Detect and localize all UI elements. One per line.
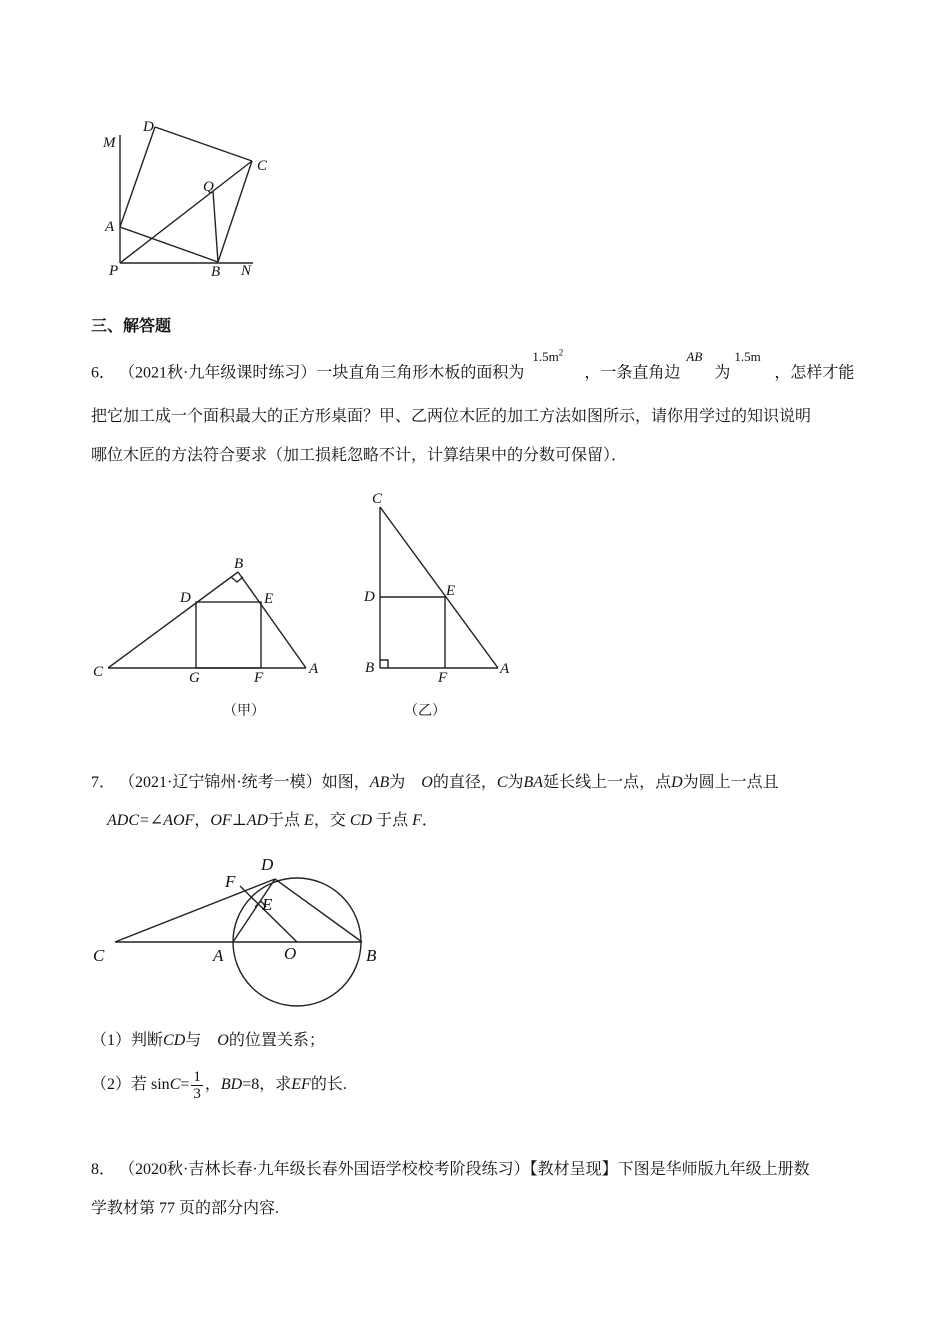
- q7-text-d: 为: [507, 774, 524, 791]
- q7-text-f: 为圆上一点且: [682, 774, 779, 791]
- question-8-line2: 学教材第 77 页的部分内容.: [91, 1200, 280, 1217]
- q7-text-b: 为: [389, 774, 406, 791]
- label-F: F: [254, 670, 264, 686]
- q6-number: 6．: [91, 364, 116, 382]
- label-F: F: [225, 872, 236, 891]
- q7-perp: OF⊥AD: [210, 812, 269, 829]
- figure-circle: [85, 850, 395, 1035]
- q7-text-a: 如图，: [321, 774, 370, 791]
- label-C: C: [257, 158, 268, 174]
- figure-square-abcd: [95, 110, 285, 285]
- label-A: A: [105, 219, 115, 235]
- q7-source: （2021·辽宁锦州·统考一模）: [119, 774, 322, 791]
- q6-text-c: 为: [714, 364, 731, 382]
- section-heading: 三、解答题: [91, 318, 172, 335]
- label-F: F: [438, 670, 448, 686]
- label-B: B: [234, 556, 244, 572]
- label-D: D: [261, 855, 274, 874]
- q6-area: 1.5m2: [532, 348, 564, 365]
- question-6-line2: 把它加工成一个面积最大的正方形桌面？甲、乙两位木匠的加工方法如图所示，请你用学过的知识说明: [91, 408, 812, 425]
- label-D: D: [180, 590, 191, 606]
- figure-jia: [88, 552, 328, 722]
- caption-yi: （乙）: [404, 704, 446, 719]
- fraction-one-third: $\frac{1}{3}$: [193, 1068, 201, 1102]
- label-G: G: [189, 670, 200, 686]
- label-A: A: [309, 661, 319, 677]
- caption-jia: （甲）: [223, 704, 265, 719]
- label-B: B: [366, 946, 377, 965]
- label-Q: Q: [203, 179, 214, 195]
- label-E: E: [446, 583, 456, 599]
- label-A: A: [213, 946, 224, 965]
- label-M: M: [103, 135, 116, 151]
- q7-d: D: [671, 774, 683, 791]
- question-7-part2: （2）若 sinC= $\frac{1}{3}$ ，BD=8，求EF的长.: [91, 1068, 347, 1102]
- question-7-line2: ADC=∠AOF，OF⊥AD于点 E，交 CD 于点 F．: [107, 812, 438, 829]
- question-8-line1: 8． （2020秋·吉林长春·九年级长春外国语学校校考阶段练习）【教材呈现】下图是华师版九年级上册数: [91, 1161, 810, 1178]
- q6-edge: AB: [686, 349, 703, 365]
- q6-length: 1.5m: [734, 349, 761, 365]
- q7-o: O: [421, 774, 433, 791]
- q6-source: （2021秋·九年级课时练习）: [119, 364, 317, 382]
- q7-text-c: 的直径，: [432, 774, 497, 791]
- question-7-line1: [91, 772, 779, 794]
- label-C: C: [372, 491, 383, 507]
- question-7-part1: （1）判断CD与 O的位置关系；: [91, 1032, 325, 1049]
- label-O: O: [284, 944, 297, 963]
- label-P: P: [109, 263, 119, 279]
- figure-yi: [360, 485, 520, 725]
- label-E: E: [264, 591, 274, 607]
- label-A: A: [500, 661, 510, 677]
- q6-text-a: 一块直角三角形木板的面积为: [316, 364, 525, 382]
- label-B: B: [365, 660, 375, 676]
- label-C: C: [93, 664, 104, 680]
- q6-text-d: ，怎样才能: [774, 364, 855, 382]
- question-6-line3: 哪位木匠的方法符合要求（加工损耗忽略不计，计算结果中的分数可保留）．: [91, 447, 628, 464]
- q7-angle-eq: ADC=∠AOF: [107, 812, 195, 829]
- q7-text-e: 延长线上一点，点: [543, 774, 672, 791]
- q7-number: 7．: [91, 774, 116, 791]
- q7-ab: AB: [369, 774, 390, 791]
- label-N: N: [241, 263, 252, 279]
- question-6-line1: [91, 348, 855, 384]
- label-D: D: [143, 119, 154, 135]
- q7-c: C: [496, 774, 508, 791]
- label-C: C: [93, 946, 105, 965]
- label-D: D: [364, 589, 375, 605]
- q7-ba: BA: [523, 774, 544, 791]
- label-B: B: [211, 264, 221, 280]
- label-E: E: [262, 895, 273, 914]
- q6-text-b: ，一条直角边: [584, 364, 681, 382]
